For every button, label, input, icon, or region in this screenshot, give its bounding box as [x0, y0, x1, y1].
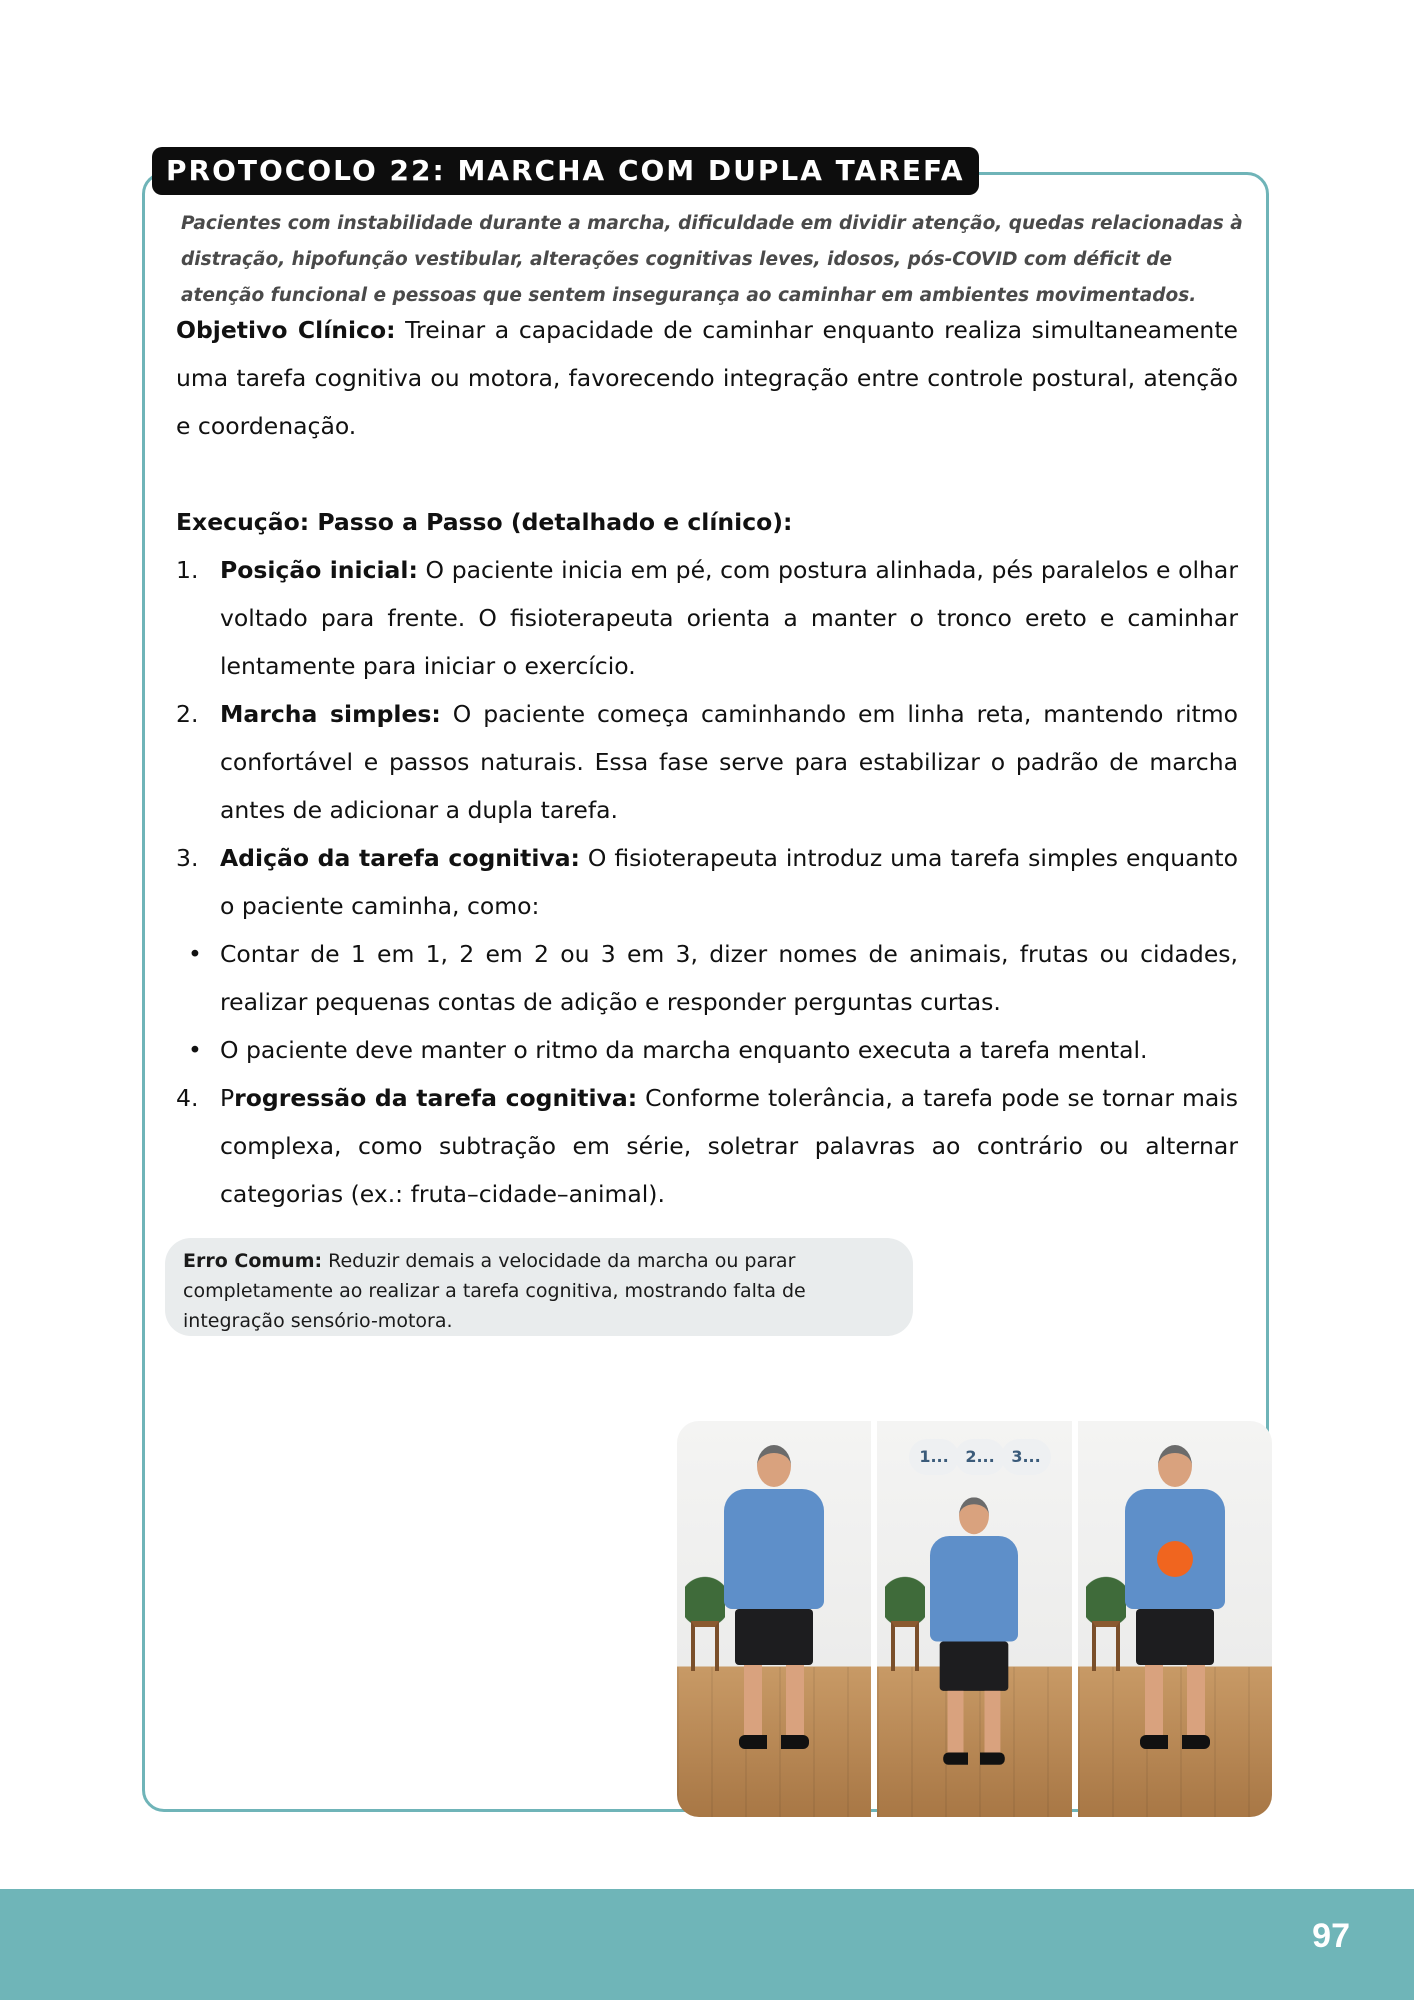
stool-icon	[1092, 1621, 1120, 1671]
bullet-dot-icon: •	[188, 1036, 202, 1064]
step-text: O paciente inicia em pé, com postura alinhada, pés paralelos e olhar voltado para frente. O fisioterapeuta orienta a manter o tronco ereto e caminhar lentamente para iniciar o exercício.	[220, 556, 1238, 680]
step-text: O paciente começa caminhando em linha reta, mantendo ritmo confortável e passos naturais. Essa fase serve para estabilizar o padrão de marcha antes de adicionar a dupla tarefa.	[220, 700, 1238, 824]
photo-ball	[1078, 1421, 1272, 1817]
bullet-text: Contar de 1 em 1, 2 em 2 ou 3 em 3, dizer nomes de animais, frutas ou cidades, realizar pequenas contas de adição e responder perguntas curtas.	[220, 940, 1238, 1016]
step-item	[176, 690, 1238, 834]
step-label: Marcha simples:	[220, 700, 441, 728]
step-number: 3.	[176, 844, 199, 872]
bullet-item	[176, 930, 1238, 1026]
plant-icon	[885, 1566, 925, 1626]
objective-label: Objetivo Clínico:	[176, 316, 396, 344]
photo-walking	[677, 1421, 871, 1817]
bullet-item	[176, 1026, 1238, 1074]
execution-heading: Execução: Passo a Passo (detalhado e clínico):	[176, 508, 793, 536]
step-text: Conforme tolerância, a tarefa pode se tornar mais complexa, como subtração em série, soletrar palavras ao contrário ou alternar categorias (ex.: fruta–cidade–animal).	[220, 1084, 1239, 1208]
person-figure	[724, 1445, 824, 1749]
speech-bubble: 2...	[955, 1439, 1004, 1475]
common-error-box	[165, 1238, 913, 1336]
speech-bubble: 1...	[909, 1439, 958, 1475]
speech-bubble: 3...	[1001, 1439, 1050, 1475]
ball-icon	[1157, 1541, 1193, 1577]
step-number: 4.	[176, 1084, 199, 1112]
target-audience: Pacientes com instabilidade durante a marcha, dificuldade em dividir atenção, quedas relacionadas à distração, hipofunção vestibular, alterações cognitivas leves, idosos, pós-COVID com déficit de atenção funcional e pessoas que sentem insegurança ao caminhar em ambientes movimentados.	[181, 213, 1243, 306]
stool-icon	[691, 1621, 719, 1671]
stool-icon	[891, 1621, 919, 1671]
bullet-text: O paciente deve manter o ritmo da marcha enquanto executa a tarefa mental.	[220, 1036, 1148, 1064]
error-text: Reduzir demais a velocidade da marcha ou parar completamente ao realizar a tarefa cognitiva, mostrando falta de integração sensório-motora.	[183, 1250, 806, 1332]
bullet-dot-icon: •	[188, 940, 202, 968]
step-label: rogressão da tarefa cognitiva:	[234, 1084, 638, 1112]
protocol-body	[176, 306, 1238, 1218]
step-label: Adição da tarefa cognitiva:	[220, 844, 580, 872]
step-item	[176, 834, 1238, 930]
page-footer	[0, 1889, 1414, 2000]
exercise-photos	[677, 1421, 1272, 1817]
steps-list	[176, 546, 1238, 1218]
step-label: Posição inicial:	[220, 556, 418, 584]
step-prefix: P	[220, 1084, 235, 1112]
objective-paragraph	[176, 306, 1238, 450]
step-item	[176, 1074, 1238, 1218]
photo-counting	[877, 1421, 1071, 1817]
plant-icon	[685, 1566, 725, 1626]
step-number: 2.	[176, 700, 199, 728]
objective-text: Treinar a capacidade de caminhar enquanto realiza simultaneamente uma tarefa cognitiva ou motora, favorecendo integração entre controle postural, atenção e coordenação.	[176, 316, 1238, 440]
person-figure	[930, 1497, 1018, 1765]
person-figure	[1125, 1445, 1225, 1749]
step-number: 1.	[176, 556, 199, 584]
error-label: Erro Comum:	[183, 1250, 323, 1272]
step-text: O fisioterapeuta introduz uma tarefa simples enquanto o paciente caminha, como:	[220, 844, 1239, 920]
page-number: 97	[1312, 1917, 1350, 1955]
step-item	[176, 546, 1238, 690]
protocol-title: PROTOCOLO 22: MARCHA COM DUPLA TAREFA	[152, 147, 979, 195]
plant-icon	[1086, 1566, 1126, 1626]
